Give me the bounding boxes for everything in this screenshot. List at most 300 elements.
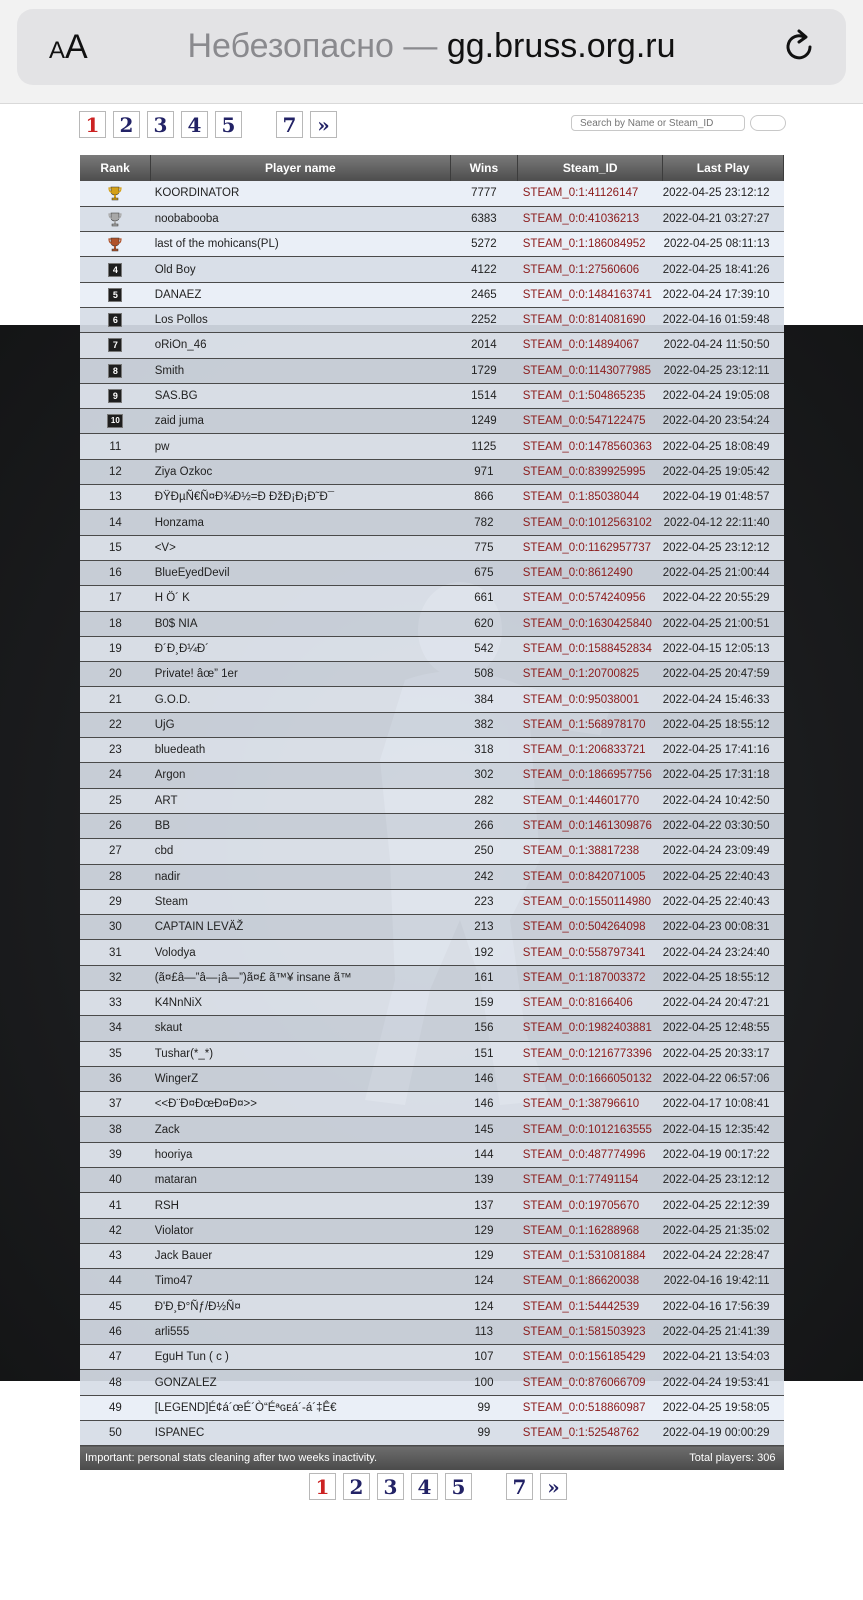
player-name-cell[interactable]: H Ö´ K: [151, 586, 450, 611]
steam-id-cell: STEAM_0:0:156185429: [518, 1345, 663, 1370]
wins-cell: 159: [450, 991, 518, 1016]
last-play-cell: 2022-04-25 21:35:02: [663, 1218, 784, 1243]
wins-cell: 2014: [450, 333, 518, 358]
wins-cell: 161: [450, 965, 518, 990]
player-name-cell[interactable]: ÐŸÐµÑ€Ñ¤Ð¾Ð½=Ð ÐžÐ¡Ð¡Ð˜Ð¯: [151, 485, 450, 510]
table-row: [80, 257, 784, 282]
wins-cell: 146: [450, 1066, 518, 1091]
table-row: [80, 1193, 784, 1218]
wins-cell: 675: [450, 560, 518, 585]
steam-id-cell: STEAM_0:1:16288968: [518, 1218, 663, 1243]
wins-cell: 6383: [450, 206, 518, 231]
wins-cell: 223: [450, 889, 518, 914]
table-row: [80, 560, 784, 585]
wins-cell: 146: [450, 1092, 518, 1117]
player-name-cell[interactable]: nadir: [151, 864, 450, 889]
last-play-cell: 2022-04-25 20:47:59: [663, 662, 784, 687]
steam-id-cell: STEAM_0:0:1216773396: [518, 1041, 663, 1066]
wins-cell: 192: [450, 940, 518, 965]
next-page-link[interactable]: »: [540, 1473, 567, 1500]
steam-id-cell: STEAM_0:1:86620038: [518, 1269, 663, 1294]
last-play-cell: 2022-04-16 01:59:48: [663, 307, 784, 332]
player-name-cell[interactable]: BlueEyedDevil: [151, 560, 450, 585]
steam-id-cell: STEAM_0:0:1630425840: [518, 611, 663, 636]
steam-id-cell: STEAM_0:1:187003372: [518, 965, 663, 990]
last-play-cell: 2022-04-24 19:05:08: [663, 383, 784, 408]
header-last-play[interactable]: Last Play: [663, 155, 784, 181]
player-name-cell[interactable]: G.O.D.: [151, 687, 450, 712]
steam-id-cell: STEAM_0:1:52548762: [518, 1421, 663, 1446]
last-play-cell: 2022-04-25 22:12:39: [663, 1193, 784, 1218]
last-play-cell: 2022-04-25 08:11:13: [663, 232, 784, 257]
header-steam-id[interactable]: Steam_ID: [518, 155, 663, 181]
page-4-link[interactable]: 4: [181, 111, 208, 138]
wins-cell: 129: [450, 1218, 518, 1243]
table-row: [80, 1345, 784, 1370]
steam-id-cell: STEAM_0:1:38796610: [518, 1092, 663, 1117]
last-play-cell: 2022-04-24 11:50:50: [663, 333, 784, 358]
rank-cell: 33: [80, 991, 151, 1016]
last-play-cell: 2022-04-15 12:05:13: [663, 636, 784, 661]
last-play-cell: 2022-04-25 21:00:44: [663, 560, 784, 585]
rank-cell: 36: [80, 1066, 151, 1091]
table-footer-row: [80, 1446, 784, 1470]
wins-cell: 99: [450, 1395, 518, 1420]
bronze-trophy-icon: [107, 236, 123, 252]
table-row: [80, 738, 784, 763]
steam-id-cell: STEAM_0:0:1666050132: [518, 1066, 663, 1091]
player-name-cell[interactable]: pw: [151, 434, 450, 459]
rank-cell: [80, 358, 151, 383]
last-play-cell: 2022-04-25 19:58:05: [663, 1395, 784, 1420]
reload-icon[interactable]: [779, 27, 819, 67]
steam-id-cell: STEAM_0:0:1143077985: [518, 358, 663, 383]
rank-cell: [80, 282, 151, 307]
search-button[interactable]: [750, 115, 786, 131]
rank-cell: [80, 257, 151, 282]
search-input[interactable]: [571, 115, 745, 131]
player-name-cell[interactable]: Ð´Ð¸Ð¼Ð´: [151, 636, 450, 661]
steam-id-cell: STEAM_0:0:1550114980: [518, 889, 663, 914]
player-name-cell[interactable]: RSH: [151, 1193, 450, 1218]
wins-cell: 384: [450, 687, 518, 712]
player-name-cell[interactable]: Argon: [151, 763, 450, 788]
player-name-cell[interactable]: zaid juma: [151, 409, 450, 434]
steam-id-cell: STEAM_0:0:1982403881: [518, 1016, 663, 1041]
player-name-cell[interactable]: Old Boy: [151, 257, 450, 282]
last-play-cell: 2022-04-25 22:40:43: [663, 864, 784, 889]
steam-id-cell: STEAM_0:0:19705670: [518, 1193, 663, 1218]
page-4-link[interactable]: 4: [411, 1473, 438, 1500]
table-row: [80, 434, 784, 459]
insecure-label: Небезопасно —: [187, 27, 438, 65]
header-wins[interactable]: Wins: [450, 155, 518, 181]
rank-cell: [80, 409, 151, 434]
rank-cell: 31: [80, 940, 151, 965]
player-name-cell[interactable]: Volodya: [151, 940, 450, 965]
table-row: [80, 788, 784, 813]
rank-badge-icon: 7: [108, 338, 122, 352]
last-play-cell: 2022-04-25 23:12:11: [663, 358, 784, 383]
table-row: [80, 485, 784, 510]
wins-cell: 508: [450, 662, 518, 687]
steam-id-cell: STEAM_0:1:41126147: [518, 181, 663, 206]
steam-id-cell: STEAM_0:0:95038001: [518, 687, 663, 712]
wins-cell: 124: [450, 1269, 518, 1294]
wins-cell: 139: [450, 1168, 518, 1193]
rank-cell: 38: [80, 1117, 151, 1142]
last-play-cell: 2022-04-24 22:28:47: [663, 1243, 784, 1268]
page-2-link[interactable]: 2: [113, 111, 140, 138]
table-row: [80, 839, 784, 864]
steam-id-cell: STEAM_0:0:41036213: [518, 206, 663, 231]
player-name-cell[interactable]: ISPANEC: [151, 1421, 450, 1446]
page-5-link[interactable]: 5: [215, 111, 242, 138]
table-row: [80, 1395, 784, 1420]
player-name-cell[interactable]: Ziya Ozkoc: [151, 459, 450, 484]
player-name-cell[interactable]: B0$ NIA: [151, 611, 450, 636]
player-name-cell[interactable]: EguH Tun ( c ): [151, 1345, 450, 1370]
table-row: [80, 965, 784, 990]
player-name-cell[interactable]: arli555: [151, 1319, 450, 1344]
table-row: [80, 1294, 784, 1319]
wins-cell: 266: [450, 813, 518, 838]
wins-cell: 137: [450, 1193, 518, 1218]
table-row: [80, 307, 784, 332]
page-3-link[interactable]: 3: [147, 111, 174, 138]
player-name-cell[interactable]: CAPTAIN LEVÄŽ: [151, 915, 450, 940]
footer-note: Important: personal stats cleaning after two weeks inactivity.: [80, 1446, 518, 1470]
player-name-cell[interactable]: ART: [151, 788, 450, 813]
rank-cell: 14: [80, 510, 151, 535]
wins-cell: 782: [450, 510, 518, 535]
steam-id-cell: STEAM_0:0:1484163741: [518, 282, 663, 307]
steam-id-cell: STEAM_0:1:85038044: [518, 485, 663, 510]
player-name-cell[interactable]: Jack Bauer: [151, 1243, 450, 1268]
player-name-cell[interactable]: K4NnNiX: [151, 991, 450, 1016]
steam-id-cell: STEAM_0:1:581503923: [518, 1319, 663, 1344]
steam-id-cell: STEAM_0:1:27560606: [518, 257, 663, 282]
steam-id-cell: STEAM_0:0:1588452834: [518, 636, 663, 661]
steam-id-cell: STEAM_0:0:1478560363: [518, 434, 663, 459]
steam-id-cell: STEAM_0:0:1461309876: [518, 813, 663, 838]
rank-cell: 46: [80, 1319, 151, 1344]
player-name-cell[interactable]: Los Pollos: [151, 307, 450, 332]
wins-cell: 4122: [450, 257, 518, 282]
player-name-cell[interactable]: [LEGEND]É¢á´œÉ´Ò“Éªɢᴇá´-á´‡Ê€: [151, 1395, 450, 1420]
table-row: [80, 889, 784, 914]
last-play-cell: 2022-04-21 03:27:27: [663, 206, 784, 231]
rank-cell: [80, 307, 151, 332]
wins-cell: 250: [450, 839, 518, 864]
rank-cell: 49: [80, 1395, 151, 1420]
last-play-cell: 2022-04-25 21:00:51: [663, 611, 784, 636]
rank-cell: 50: [80, 1421, 151, 1446]
last-play-cell: 2022-04-25 23:12:12: [663, 1168, 784, 1193]
rank-cell: 16: [80, 560, 151, 585]
player-name-cell[interactable]: cbd: [151, 839, 450, 864]
steam-id-cell: STEAM_0:0:558797341: [518, 940, 663, 965]
table-row: [80, 1319, 784, 1344]
player-name-cell[interactable]: Private! âœ” 1er: [151, 662, 450, 687]
steam-id-cell: STEAM_0:0:1012563102: [518, 510, 663, 535]
rank-cell: 19: [80, 636, 151, 661]
rank-cell: 39: [80, 1142, 151, 1167]
table-row: [80, 282, 784, 307]
player-name-cell[interactable]: mataran: [151, 1168, 450, 1193]
rank-badge-icon: 6: [108, 313, 122, 327]
player-name-cell[interactable]: hooriya: [151, 1142, 450, 1167]
player-name-cell[interactable]: SAS.BG: [151, 383, 450, 408]
url-field[interactable]: [17, 9, 846, 85]
steam-id-cell: STEAM_0:1:206833721: [518, 738, 663, 763]
last-play-cell: 2022-04-25 23:12:12: [663, 535, 784, 560]
player-name-cell[interactable]: Timo47: [151, 1269, 450, 1294]
last-play-cell: 2022-04-17 10:08:41: [663, 1092, 784, 1117]
steam-id-cell: STEAM_0:0:504264098: [518, 915, 663, 940]
last-play-cell: 2022-04-24 19:53:41: [663, 1370, 784, 1395]
player-name-cell[interactable]: Smith: [151, 358, 450, 383]
table-row: [80, 864, 784, 889]
player-name-cell[interactable]: skaut: [151, 1016, 450, 1041]
wins-cell: 7777: [450, 181, 518, 206]
gold-trophy-icon: [107, 185, 123, 201]
rank-cell: [80, 383, 151, 408]
table-row: [80, 459, 784, 484]
wins-cell: 145: [450, 1117, 518, 1142]
steam-id-cell: STEAM_0:0:1012163555: [518, 1117, 663, 1142]
wins-cell: 151: [450, 1041, 518, 1066]
table-row: [80, 611, 784, 636]
wins-cell: 282: [450, 788, 518, 813]
last-play-cell: 2022-04-25 17:41:16: [663, 738, 784, 763]
last-play-cell: 2022-04-25 21:41:39: [663, 1319, 784, 1344]
last-play-cell: 2022-04-15 12:35:42: [663, 1117, 784, 1142]
last-play-cell: 2022-04-25 20:33:17: [663, 1041, 784, 1066]
steam-id-cell: STEAM_0:0:547122475: [518, 409, 663, 434]
rank-cell: 32: [80, 965, 151, 990]
last-play-cell: 2022-04-12 22:11:40: [663, 510, 784, 535]
rank-badge-icon: 9: [108, 389, 122, 403]
rank-cell: 22: [80, 712, 151, 737]
table-row: [80, 510, 784, 535]
wins-cell: 542: [450, 636, 518, 661]
domain-label: gg.bruss.org.ru: [446, 27, 676, 65]
table-row: [80, 813, 784, 838]
last-play-cell: 2022-04-25 22:40:43: [663, 889, 784, 914]
player-name-cell[interactable]: GONZALEZ: [151, 1370, 450, 1395]
table-row: [80, 409, 784, 434]
silver-trophy-icon: [107, 211, 123, 227]
player-name-cell[interactable]: Honzama: [151, 510, 450, 535]
rank-cell: 29: [80, 889, 151, 914]
steam-id-cell: STEAM_0:1:44601770: [518, 788, 663, 813]
table-row: [80, 1066, 784, 1091]
player-name-cell[interactable]: <V>: [151, 535, 450, 560]
wins-cell: 1125: [450, 434, 518, 459]
rank-cell: [80, 181, 151, 206]
last-play-cell: 2022-04-19 00:17:22: [663, 1142, 784, 1167]
wins-cell: 100: [450, 1370, 518, 1395]
rank-cell: 37: [80, 1092, 151, 1117]
wins-cell: 318: [450, 738, 518, 763]
last-play-cell: 2022-04-16 17:56:39: [663, 1294, 784, 1319]
steam-id-cell: STEAM_0:0:574240956: [518, 586, 663, 611]
rank-cell: 44: [80, 1269, 151, 1294]
steam-id-cell: STEAM_0:1:531081884: [518, 1243, 663, 1268]
steam-id-cell: STEAM_0:0:1866957756: [518, 763, 663, 788]
rank-badge-icon: 8: [108, 364, 122, 378]
table-row: [80, 1016, 784, 1041]
rank-cell: 42: [80, 1218, 151, 1243]
steam-id-cell: STEAM_0:0:814081690: [518, 307, 663, 332]
url-text[interactable]: [17, 27, 846, 66]
page-1-link[interactable]: 1: [79, 111, 106, 138]
last-play-cell: 2022-04-25 18:08:49: [663, 434, 784, 459]
last-play-cell: 2022-04-24 10:42:50: [663, 788, 784, 813]
last-play-cell: 2022-04-22 06:57:06: [663, 1066, 784, 1091]
player-name-cell[interactable]: BB: [151, 813, 450, 838]
last-play-cell: 2022-04-25 12:48:55: [663, 1016, 784, 1041]
table-row: [80, 687, 784, 712]
wins-cell: 620: [450, 611, 518, 636]
last-play-cell: 2022-04-24 23:09:49: [663, 839, 784, 864]
wins-cell: 144: [450, 1142, 518, 1167]
rank-cell: 24: [80, 763, 151, 788]
steam-id-cell: STEAM_0:0:14894067: [518, 333, 663, 358]
text-size-button[interactable]: AA: [49, 28, 88, 66]
last-play-cell: 2022-04-22 03:30:50: [663, 813, 784, 838]
rank-cell: 21: [80, 687, 151, 712]
rank-cell: 47: [80, 1345, 151, 1370]
header-player-name[interactable]: Player name: [151, 155, 450, 181]
last-play-cell: 2022-04-16 19:42:11: [663, 1269, 784, 1294]
table-row: [80, 358, 784, 383]
steam-id-cell: STEAM_0:0:8166406: [518, 991, 663, 1016]
steam-id-cell: STEAM_0:1:186084952: [518, 232, 663, 257]
rank-cell: 17: [80, 586, 151, 611]
rank-cell: [80, 206, 151, 231]
last-play-cell: 2022-04-24 23:24:40: [663, 940, 784, 965]
rank-cell: 45: [80, 1294, 151, 1319]
last-play-cell: 2022-04-24 17:39:10: [663, 282, 784, 307]
table-row: [80, 1041, 784, 1066]
page-5-link[interactable]: 5: [445, 1473, 472, 1500]
table-row: [80, 662, 784, 687]
player-name-cell[interactable]: noobabooba: [151, 206, 450, 231]
rank-cell: 34: [80, 1016, 151, 1041]
table-row: [80, 232, 784, 257]
steam-id-cell: STEAM_0:0:876066709: [518, 1370, 663, 1395]
table-row: [80, 991, 784, 1016]
rank-cell: [80, 333, 151, 358]
steam-id-cell: STEAM_0:0:518860987: [518, 1395, 663, 1420]
last-play-cell: 2022-04-25 23:12:12: [663, 181, 784, 206]
rank-badge-icon: 4: [108, 263, 122, 277]
page-3-link[interactable]: 3: [377, 1473, 404, 1500]
last-play-cell: 2022-04-25 18:41:26: [663, 257, 784, 282]
page-1-link[interactable]: 1: [309, 1473, 336, 1500]
rank-cell: 40: [80, 1168, 151, 1193]
player-name-cell[interactable]: Steam: [151, 889, 450, 914]
player-name-cell[interactable]: Zack: [151, 1117, 450, 1142]
steam-id-cell: STEAM_0:1:54442539: [518, 1294, 663, 1319]
last-play-cell: 2022-04-25 19:05:42: [663, 459, 784, 484]
rank-cell: 13: [80, 485, 151, 510]
table-row: [80, 636, 784, 661]
wins-cell: 866: [450, 485, 518, 510]
player-name-cell[interactable]: <<Ð¨Ð¤ÐœÐ¤Ð¤>>: [151, 1092, 450, 1117]
pagination-bottom: [309, 1473, 567, 1500]
table-row: [80, 1243, 784, 1268]
page-7-link[interactable]: 7: [506, 1473, 533, 1500]
player-name-cell[interactable]: oRiOn_46: [151, 333, 450, 358]
rank-cell: [80, 232, 151, 257]
table-row: [80, 181, 784, 206]
rank-cell: 41: [80, 1193, 151, 1218]
rank-badge-icon: 5: [108, 288, 122, 302]
last-play-cell: 2022-04-20 23:54:24: [663, 409, 784, 434]
player-name-cell[interactable]: (ã¤£â—”â—¡â—”)ã¤£ ã™¥ insane ã™: [151, 965, 450, 990]
last-play-cell: 2022-04-19 00:00:29: [663, 1421, 784, 1446]
header-rank[interactable]: Rank: [80, 155, 151, 181]
steam-id-cell: STEAM_0:0:842071005: [518, 864, 663, 889]
rank-cell: 43: [80, 1243, 151, 1268]
last-play-cell: 2022-04-19 01:48:57: [663, 485, 784, 510]
wins-cell: 124: [450, 1294, 518, 1319]
last-play-cell: 2022-04-25 17:31:18: [663, 763, 784, 788]
wins-cell: 99: [450, 1421, 518, 1446]
next-page-link[interactable]: »: [310, 111, 337, 138]
player-name-cell[interactable]: Ð'Ð¸Ð°Ñƒ/Ð½Ñ¤: [151, 1294, 450, 1319]
last-play-cell: 2022-04-24 20:47:21: [663, 991, 784, 1016]
table-row: [80, 1092, 784, 1117]
player-name-cell[interactable]: bluedeath: [151, 738, 450, 763]
table-row: [80, 586, 784, 611]
wins-cell: 661: [450, 586, 518, 611]
table-row: [80, 940, 784, 965]
rank-cell: 15: [80, 535, 151, 560]
wins-cell: 129: [450, 1243, 518, 1268]
wins-cell: 971: [450, 459, 518, 484]
wins-cell: 1514: [450, 383, 518, 408]
player-name-cell[interactable]: last of the mohicans(PL): [151, 232, 450, 257]
table-row: [80, 535, 784, 560]
wins-cell: 107: [450, 1345, 518, 1370]
wins-cell: 1729: [450, 358, 518, 383]
page-2-link[interactable]: 2: [343, 1473, 370, 1500]
player-name-cell[interactable]: UjG: [151, 712, 450, 737]
steam-id-cell: STEAM_0:1:568978170: [518, 712, 663, 737]
last-play-cell: 2022-04-25 18:55:12: [663, 712, 784, 737]
browser-address-bar: [0, 0, 863, 104]
player-name-cell[interactable]: KOORDINATOR: [151, 181, 450, 206]
player-name-cell[interactable]: WingerZ: [151, 1066, 450, 1091]
search-form: [571, 115, 786, 131]
last-play-cell: 2022-04-25 18:55:12: [663, 965, 784, 990]
page-7-link[interactable]: 7: [276, 111, 303, 138]
steam-id-cell: STEAM_0:0:839925995: [518, 459, 663, 484]
player-name-cell[interactable]: Tushar(*_*): [151, 1041, 450, 1066]
steam-id-cell: STEAM_0:0:487774996: [518, 1142, 663, 1167]
player-name-cell[interactable]: DANAEZ: [151, 282, 450, 307]
last-play-cell: 2022-04-22 20:55:29: [663, 586, 784, 611]
rank-cell: 23: [80, 738, 151, 763]
table-row: [80, 1421, 784, 1446]
player-name-cell[interactable]: Violator: [151, 1218, 450, 1243]
wins-cell: 113: [450, 1319, 518, 1344]
wins-cell: 2465: [450, 282, 518, 307]
